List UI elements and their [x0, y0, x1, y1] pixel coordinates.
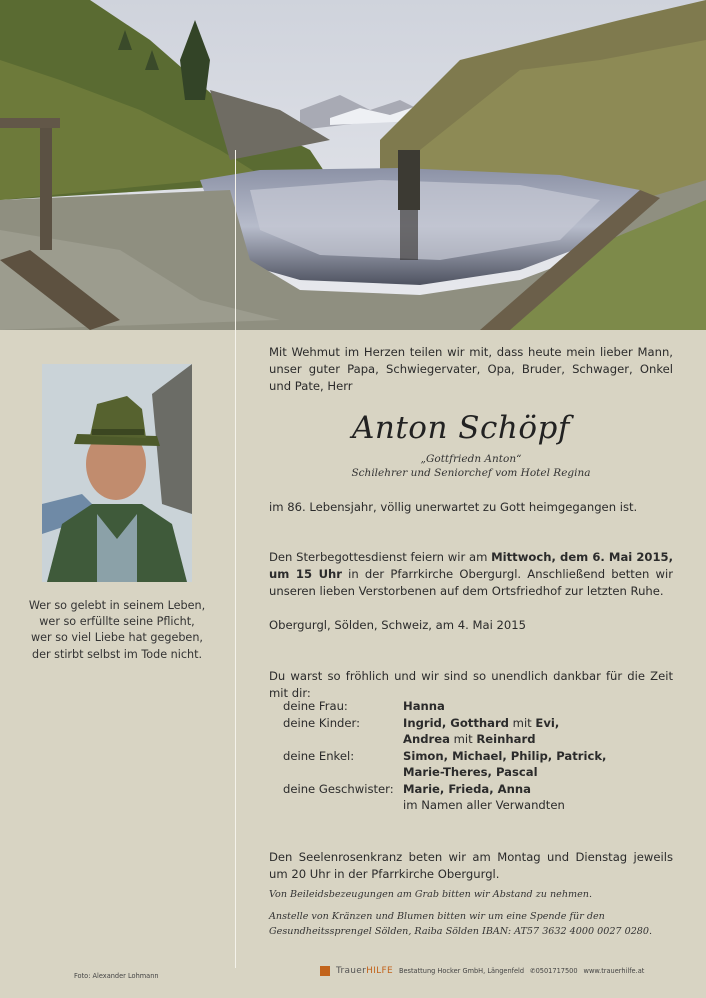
service-info — [269, 549, 673, 600]
relative-names — [403, 698, 445, 715]
relative-names — [403, 731, 536, 748]
footer-line — [320, 966, 644, 976]
relatives-row — [283, 731, 606, 748]
relatives-row — [283, 764, 606, 781]
relative-names — [403, 748, 606, 765]
phone-number: ✆0501717500 — [530, 967, 578, 975]
deceased-name: Anton Schöpf — [352, 410, 570, 446]
service-text — [269, 549, 673, 600]
relatives-list — [283, 698, 606, 814]
intro-text: Mit Wehmut im Herzen teilen wir mit, dass heute mein lieber Mann, unser guter Papa, Schwiegervater, Opa, Bruder, Schwager, Onkel und Pate, Herr — [269, 345, 673, 393]
relative-name: Simon, Michael, Philip, Patrick, — [403, 748, 607, 763]
divider-line — [235, 150, 236, 968]
relatives-signoff: im Namen aller Verwandten — [403, 798, 565, 812]
photo-credit: Foto: Alexander Lohmann — [74, 972, 159, 980]
donation-note: Anstelle von Kränzen und Blumen bitten wir um eine Spende für den Gesundheitssprengel Sölden, Raiba Sölden IBAN: AT57 3632 4000 0027 0280. — [269, 911, 653, 937]
occupation: Schilehrer und Seniorchef vom Hotel Regina — [351, 467, 591, 479]
relative-name: Hanna — [403, 699, 445, 713]
website-link[interactable]: www.trauerhilfe.at — [583, 967, 645, 975]
relative-connector: mit — [449, 732, 477, 746]
service-part2: in der Pfarrkirche Obergurgl. Anschließend betten wir unseren lieben Verstorbenen auf dem Ortsfriedhof zur letzten Ruhe. — [269, 567, 673, 598]
relative-label: deine Enkel: — [283, 748, 355, 763]
relatives-row — [283, 797, 606, 814]
memorial-quote — [20, 598, 214, 663]
relative-label: deine Kinder: — [283, 715, 361, 730]
trauerhilfe-logo — [336, 966, 393, 976]
rosary-block — [269, 849, 673, 883]
logo-text-a: Trauer — [336, 966, 367, 976]
footer — [0, 964, 706, 984]
relative-name: Ingrid, Gotthard — [403, 715, 509, 730]
relatives-row — [283, 698, 606, 715]
relatives-row — [283, 715, 606, 732]
rosary-text: Den Seelenrosenkranz beten wir am Montag und Dienstag jeweils um 20 Uhr in der Pfarrkirche Obergurgl. — [269, 850, 673, 881]
condolence-note: Von Beileidsbezeugungen am Grab bitten wir Abstand zu nehmen. — [269, 889, 593, 900]
relative-name: Evi, — [535, 715, 560, 730]
service-date: Mittwoch, dem 6. Mai 2015, um 15 Uhr — [269, 550, 674, 581]
relatives-row — [283, 781, 606, 798]
relative-label-empty — [283, 797, 403, 814]
mountain-lake-image — [0, 0, 706, 330]
gratitude-block — [269, 668, 673, 702]
quote-line: der stirbt selbst im Tode nicht. — [31, 647, 203, 661]
place-date: Obergurgl, Sölden, Schweiz, am 4. Mai 2015 — [269, 618, 527, 632]
company-name: Bestattung Hocker GmbH, Längenfeld — [398, 967, 525, 975]
logo-text-b: HILFE — [366, 966, 393, 976]
landscape-photo — [0, 0, 706, 330]
relative-label: deine Geschwister: — [283, 781, 394, 796]
quote-line: wer so erfüllte seine Pflicht, — [39, 615, 195, 629]
portrait-image — [42, 364, 192, 582]
relative-label-empty — [283, 731, 403, 748]
relative-connector: mit — [508, 715, 536, 730]
relatives-row — [283, 748, 606, 765]
service-part1: Den Sterbegottesdienst feiern wir am — [269, 550, 492, 564]
death-notice — [269, 499, 673, 516]
intro-text-block — [269, 344, 673, 395]
portrait-photo — [42, 364, 192, 582]
quote-line: Wer so gelebt in seinem Leben, — [28, 599, 206, 612]
gratitude-text: Du warst so fröhlich und wir sind so unendlich dankbar für die Zeit mit dir: — [269, 669, 673, 700]
relative-names — [403, 781, 531, 798]
trauerhilfe-logo-icon — [320, 966, 330, 976]
place-date-block — [269, 617, 673, 634]
nickname-block — [269, 452, 673, 480]
relative-name: Reinhard — [476, 732, 536, 746]
death-text: im 86. Lebensjahr, völlig unerwartet zu Gott heimgegangen ist. — [269, 500, 638, 514]
relative-name: Marie-Theres, Pascal — [403, 765, 538, 779]
relative-names — [403, 764, 538, 781]
relative-label-empty — [283, 764, 403, 781]
relative-label: deine Frau: — [283, 699, 348, 713]
relative-names — [403, 715, 559, 732]
relative-name: Marie, Frieda, Anna — [403, 781, 531, 796]
relative-name: Andrea — [403, 732, 450, 746]
quote-line: wer so viel Liebe hat gegeben, — [31, 631, 203, 645]
nickname: „Gottfriedn Anton“ — [420, 453, 522, 465]
